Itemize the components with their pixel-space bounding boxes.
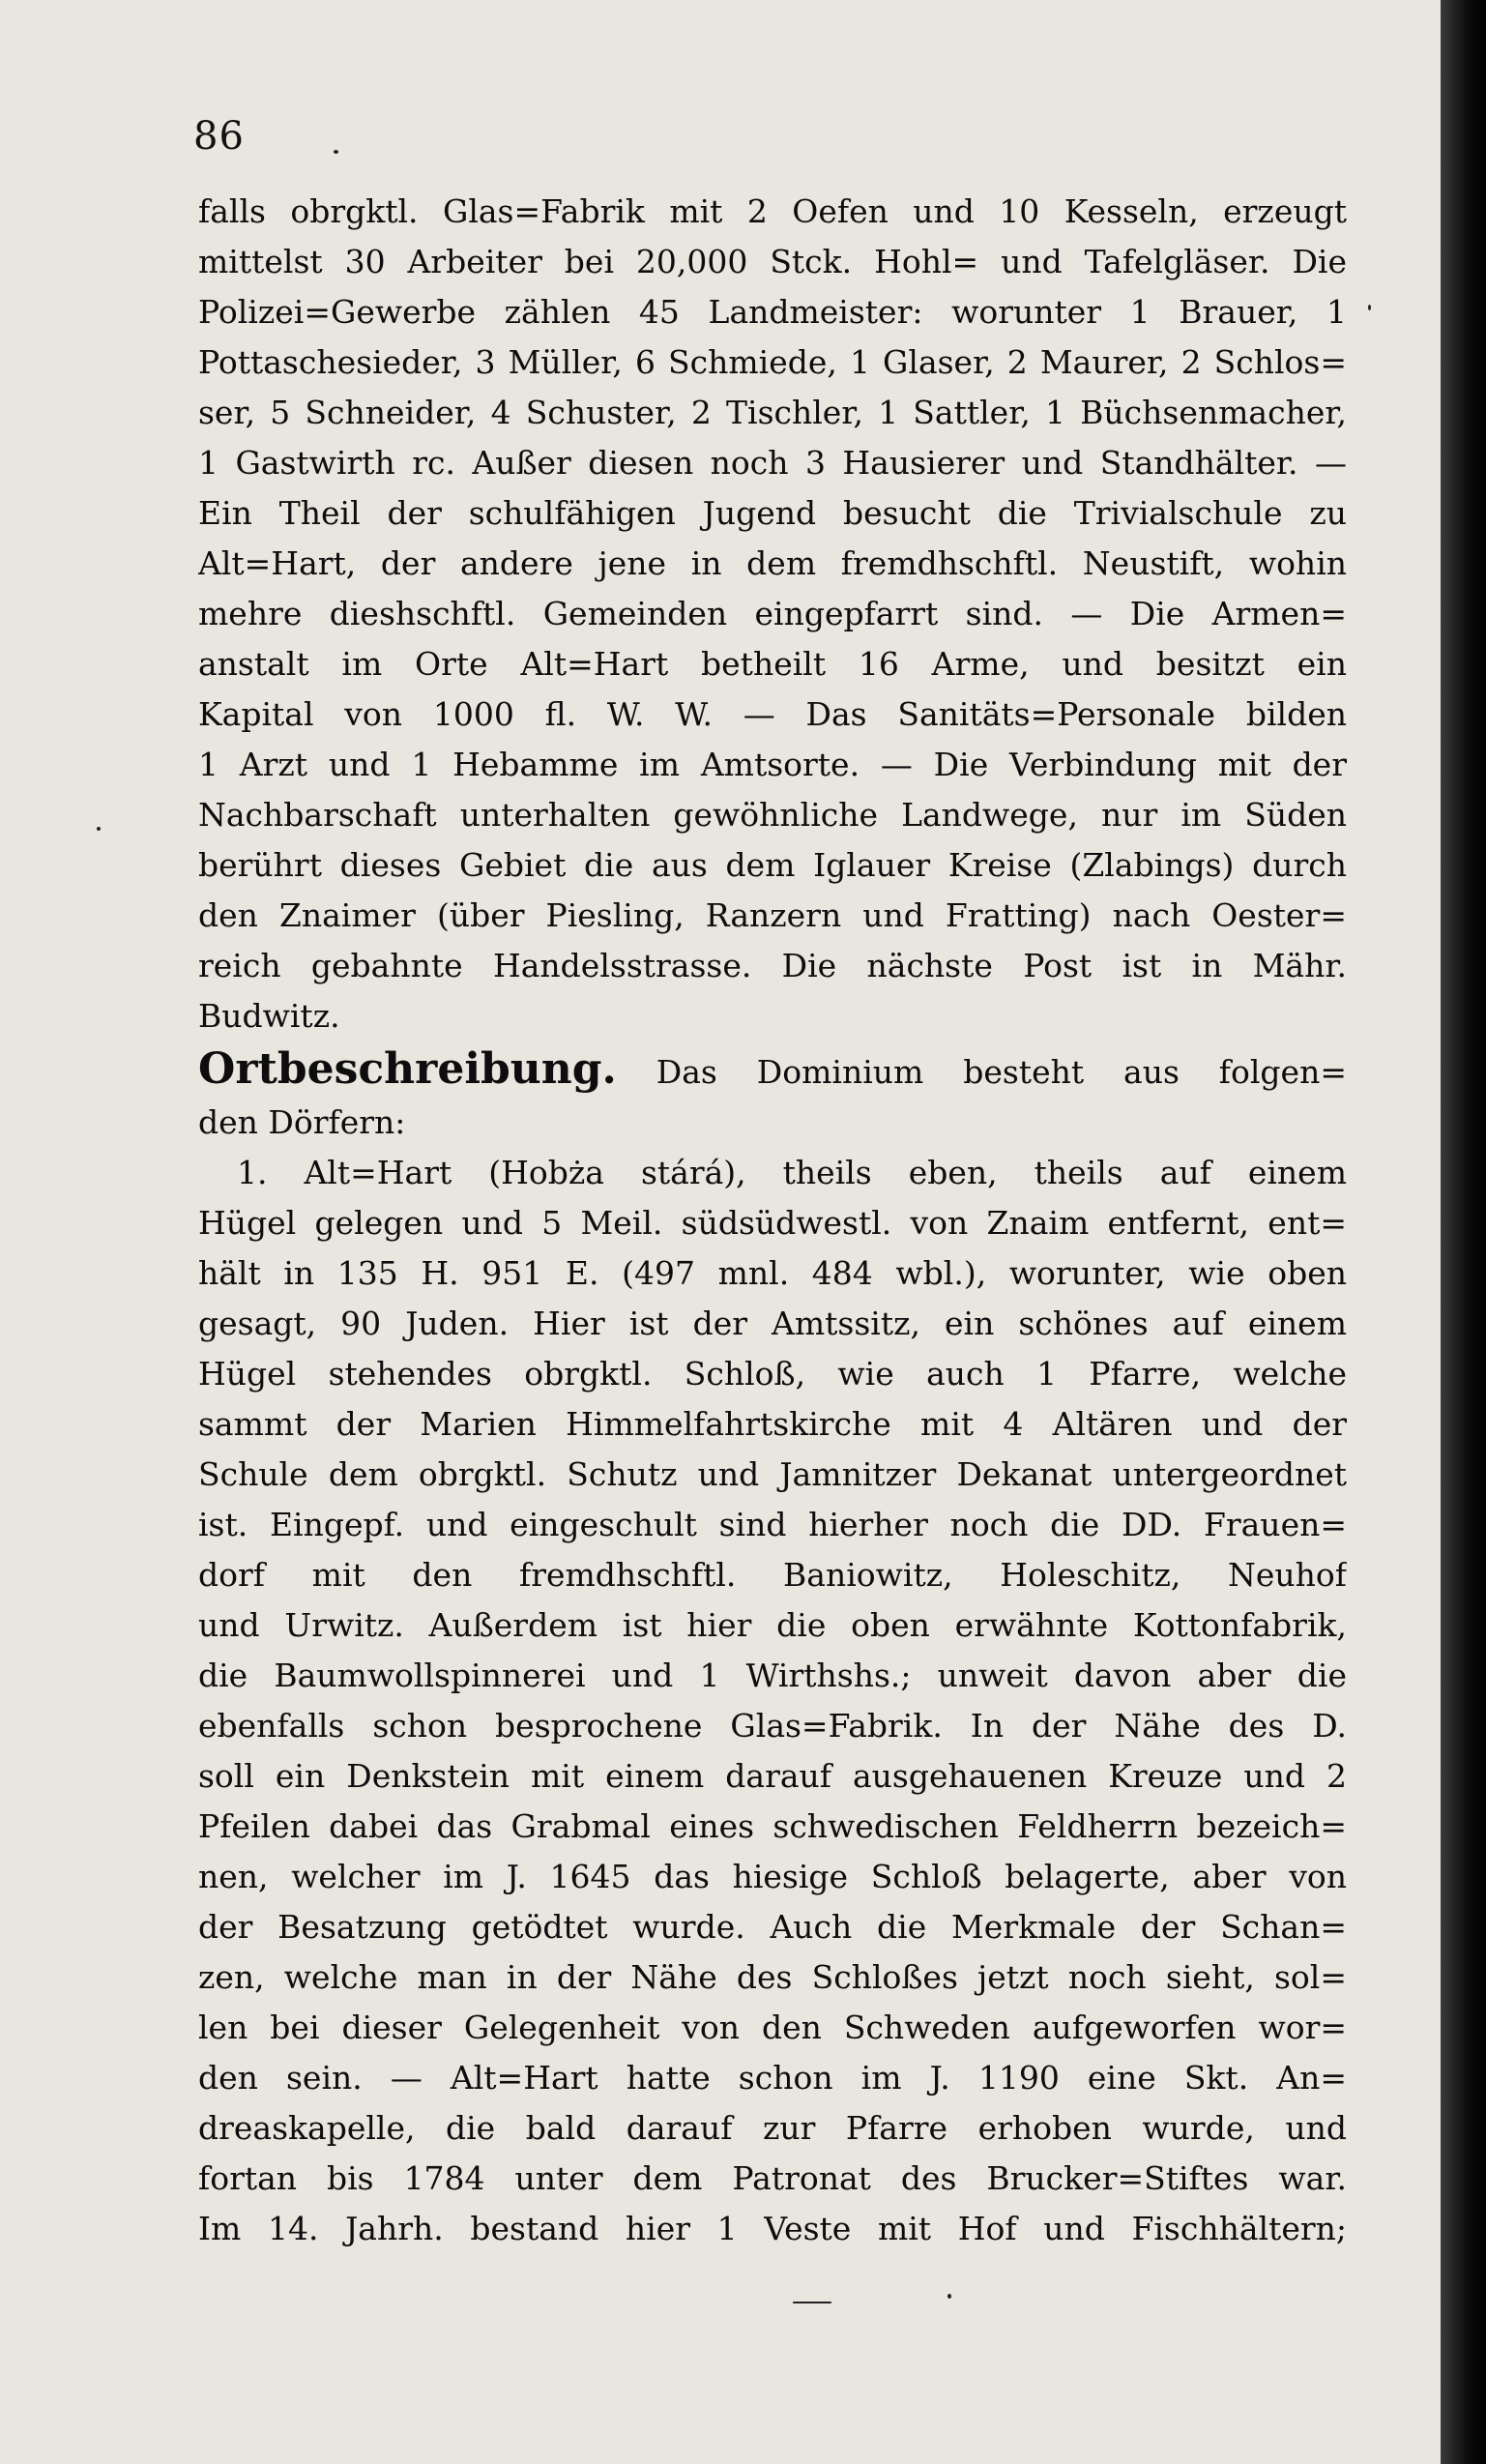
entry-line: zen, welche man in der Nähe des Schloßes jetzt noch sieht, sol= [198,1958,1347,1996]
book-spine-edge [1441,0,1486,2464]
entry-line: dreaskapelle, die bald darauf zur Pfarre erhoben wurde, und [198,2109,1347,2147]
text-line: Kapital von 1000 fl. W. W. — Das Sanitäts=Personale bilden [198,695,1347,733]
text-line: reich gebahnte Handelsstrasse. Die nächste Post ist in Mähr. [198,947,1347,984]
text-line: Alt=Hart, der andere jene in dem fremdhschftl. Neustift, wohin [198,544,1347,582]
print-speck [1368,305,1371,310]
text-line: den Dörfern: [198,1103,406,1141]
entry-line: die Baumwollspinnerei und 1 Wirthshs.; unweit davon aber die [198,1657,1347,1694]
entry-line: Im 14. Jahrh. bestand hier 1 Veste mit Hof und Fischhältern; [198,2210,1347,2247]
text-line: Pottaschesieder, 3 Müller, 6 Schmiede, 1 Glaser, 2 Maurer, 2 Schlos= [198,343,1347,381]
print-speck [334,150,338,154]
entry-line: Pfeilen dabei das Grabmal eines schwedischen Feldherrn bezeich= [198,1807,1347,1845]
entry-line: ebenfalls schon besprochene Glas=Fabrik. In der Nähe des D. [198,1707,1347,1745]
entry-line: hält in 135 H. 951 E. (497 mnl. 484 wbl.), worunter, wie oben [198,1254,1347,1292]
text-line: Budwitz. [198,997,340,1035]
body-text [198,187,1347,2254]
entry-line: len bei dieser Gelegenheit von den Schweden aufgeworfen wor= [198,2009,1347,2046]
text-line: mehre dieshschftl. Gemeinden eingepfarrt sind. — Die Armen= [198,595,1347,632]
section-heading-line [198,1041,1347,1098]
entry-line: Hügel gelegen und 5 Meil. südsüdwestl. von Znaim entfernt, ent= [198,1204,1347,1242]
print-speck [97,827,101,831]
text-line: 1 Gastwirth rc. Außer diesen noch 3 Hausierer und Standhälter. — [198,444,1347,482]
text-line: 1 Arzt und 1 Hebamme im Amtsorte. — Die Verbindung mit der [198,746,1347,783]
print-speck [947,2294,951,2299]
text-line: ser, 5 Schneider, 4 Schuster, 2 Tischler, 1 Sattler, 1 Büchsenmacher, [198,394,1347,431]
section-heading-tail: Das Dominium besteht aus folgen= [656,1053,1347,1091]
entry-line: fortan bis 1784 unter dem Patronat des Brucker=Stiftes war. [198,2159,1347,2197]
entry-line: und Urwitz. Außerdem ist hier die oben erwähnte Kottonfabrik, [198,1606,1347,1644]
entry-line: gesagt, 90 Juden. Hier ist der Amtssitz, ein schönes auf einem [198,1305,1347,1342]
text-line: falls obrgktl. Glas=Fabrik mit 2 Oefen und 10 Kesseln, erzeugt [198,192,1347,230]
text-line: mittelst 30 Arbeiter bei 20,000 Stck. Hohl= und Tafelgläser. Die [198,243,1347,280]
text-line: Nachbarschaft unterhalten gewöhnliche Landwege, nur im Süden [198,796,1347,834]
entry-line: ist. Eingepf. und eingeschult sind hierher noch die DD. Frauen= [198,1506,1347,1543]
text-line: Ein Theil der schulfähigen Jugend besucht die Trivialschule zu [198,494,1347,532]
page-number: 86 [193,114,245,159]
text-line: Polizei=Gewerbe zählen 45 Landmeister: worunter 1 Brauer, 1 [198,293,1347,331]
entry-line: nen, welcher im J. 1645 das hiesige Schloß belagerte, aber von [198,1858,1347,1895]
entry-line: den sein. — Alt=Hart hatte schon im J. 1190 eine Skt. An= [198,2059,1347,2097]
text-line: anstalt im Orte Alt=Hart betheilt 16 Arme, und besitzt ein [198,645,1347,683]
entry-line: Schule dem obrgktl. Schutz und Jamnitzer Dekanat untergeordnet [198,1455,1347,1493]
entry-line: soll ein Denkstein mit einem darauf ausgehauenen Kreuze und 2 [198,1757,1347,1795]
entry-line: der Besatzung getödtet wurde. Auch die Merkmale der Schan= [198,1908,1347,1946]
section-heading: Ortbeschreibung. [198,1044,617,1094]
entry-line: 1. Alt=Hart (Hobża stárá), theils eben, theils auf einem [237,1154,1347,1191]
text-line: den Znaimer (über Piesling, Ranzern und Fratting) nach Oester= [198,896,1347,934]
entry-line: Hügel stehendes obrgktl. Schloß, wie auch 1 Pfarre, welche [198,1355,1347,1393]
entry-line: dorf mit den fremdhschftl. Baniowitz, Holeschitz, Neuhof [198,1556,1347,1594]
entry-line: sammt der Marien Himmelfahrtskirche mit 4 Altären und der [198,1405,1347,1443]
print-speck [793,2302,831,2303]
text-line: berührt dieses Gebiet die aus dem Iglauer Kreise (Zlabings) durch [198,846,1347,884]
